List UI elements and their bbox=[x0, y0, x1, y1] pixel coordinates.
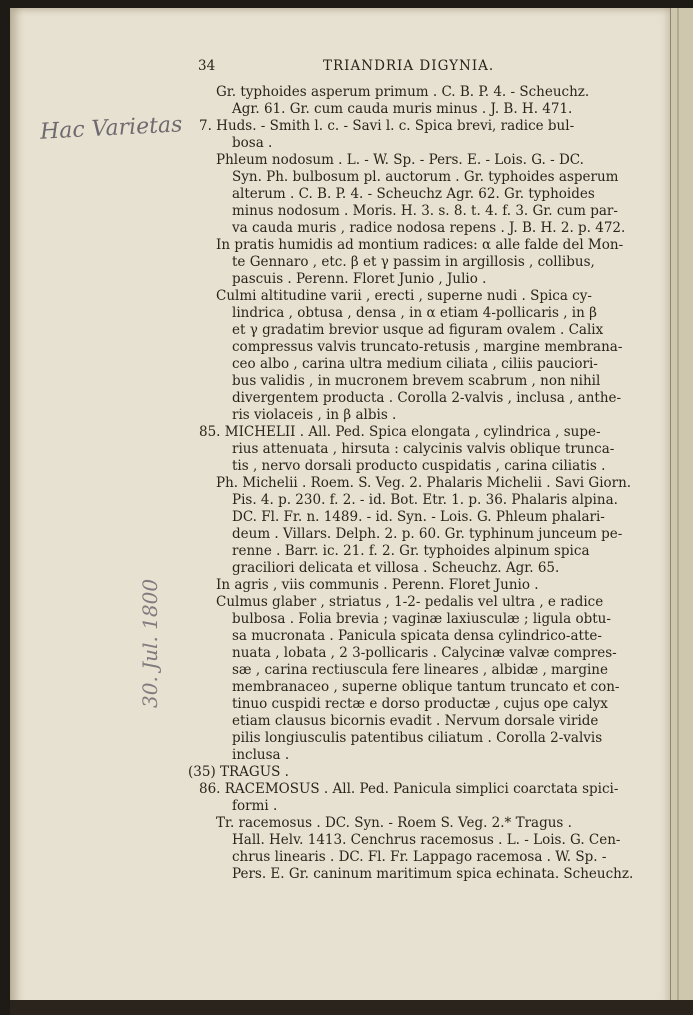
text-line: tis , nervo dorsali producto cuspidatis , carina ciliatis . bbox=[232, 458, 606, 474]
text-line: lindrica , obtusa , densa , in α etiam 4-pollicaris , in β bbox=[232, 305, 597, 321]
text-line: ceo albo , carina ultra medium ciliata , ciliis pauciori- bbox=[232, 356, 598, 372]
text-line: compressus valvis truncato-retusis , margine membrana- bbox=[232, 339, 623, 355]
running-title: TRIANDRIA DIGYNIA. bbox=[323, 58, 495, 74]
text-line: divergentem producta . Corolla 2-valvis , inclusa , anthe- bbox=[232, 390, 622, 406]
text-line: Tr. racemosus . DC. Syn. - Roem S. Veg. 2.* Tragus . bbox=[216, 815, 572, 831]
text-line: 85. MICHELII . All. Ped. Spica elongata , cylindrica , supe- bbox=[199, 424, 601, 440]
text-line: pilis longiusculis patentibus ciliatum . Corolla 2-valvis bbox=[232, 730, 603, 746]
text-line: In agris , viis communis . Perenn. Floret Junio . bbox=[216, 577, 539, 593]
text-line: deum . Villars. Delph. 2. p. 60. Gr. typhinum junceum pe- bbox=[232, 526, 623, 542]
text-line: 86. RACEMOSUS . All. Ped. Panicula simplici coarctata spici- bbox=[199, 781, 619, 797]
text-line: te Gennaro , etc. β et γ passim in argillosis , collibus, bbox=[232, 254, 595, 270]
handwritten-margin-note: Hac Varietas bbox=[39, 112, 183, 145]
page-number: 34 bbox=[198, 58, 216, 74]
text-line: Culmi altitudine varii , erecti , superne nudi . Spica cy- bbox=[216, 288, 592, 304]
section-heading: (35) TRAGUS . bbox=[188, 764, 289, 780]
text-line: Pers. E. Gr. caninum maritimum spica echinata. Scheuchz. bbox=[232, 866, 634, 882]
text-line: bosa . bbox=[232, 135, 273, 151]
text-line: sa mucronata . Panicula spicata densa cylindrico-atte- bbox=[232, 628, 602, 644]
text-line: Ph. Michelii . Roem. S. Veg. 2. Phalaris Michelii . Savi Giorn. bbox=[216, 475, 632, 491]
text-line: Agr. 61. Gr. cum cauda muris minus . J. B. H. 471. bbox=[232, 101, 573, 117]
text-line: DC. Fl. Fr. n. 1489. - id. Syn. - Lois. G. Phleum phalari- bbox=[232, 509, 605, 525]
text-line: etiam clausus bicornis evadit . Nervum dorsale viride bbox=[232, 713, 599, 729]
text-line: minus nodosum . Moris. H. 3. s. 8. t. 4. f. 3. Gr. cum par- bbox=[232, 203, 618, 219]
text-line: tinuo cuspidi rectæ e dorso productæ , cujus ope calyx bbox=[232, 696, 608, 712]
text-line: bus validis , in mucronem brevem scabrum , non nihil bbox=[232, 373, 601, 389]
text-line: rius attenuata , hirsuta : calycinis valvis oblique trunca- bbox=[232, 441, 615, 457]
text-line: graciliori delicata et villosa . Scheuchz. Agr. 65. bbox=[232, 560, 560, 576]
text-line: Culmus glaber , striatus , 1-2- pedalis vel ultra , e radice bbox=[216, 594, 604, 610]
text-line: ris violaceis , in β albis . bbox=[232, 407, 397, 423]
text-line: membranaceo , superne oblique tantum truncato et con- bbox=[232, 679, 620, 695]
page-edge bbox=[670, 8, 693, 1008]
text-line: Syn. Ph. bulbosum pl. auctorum . Gr. typhoides asperum bbox=[232, 169, 619, 185]
text-line: alterum . C. B. P. 4. - Scheuchz Agr. 62. Gr. typhoides bbox=[232, 186, 595, 202]
text-line: Gr. typhoides asperum primum . C. B. P. 4. - Scheuchz. bbox=[216, 84, 590, 100]
text-line: Phleum nodosum . L. - W. Sp. - Pers. E. - Lois. G. - DC. bbox=[216, 152, 584, 168]
handwritten-margin-date: 30. Jul. 1800 bbox=[138, 578, 162, 708]
text-line: sæ , carina rectiuscula fere lineares , albidæ , margine bbox=[232, 662, 608, 678]
text-line: In pratis humidis ad montium radices: α alle falde del Mon- bbox=[216, 237, 624, 253]
text-line: pascuis . Perenn. Floret Junio , Julio . bbox=[232, 271, 487, 287]
text-line: Pis. 4. p. 230. f. 2. - id. Bot. Etr. 1. p. 36. Phalaris alpina. bbox=[232, 492, 618, 508]
page-shadow bbox=[10, 1000, 693, 1015]
text-line: Hall. Helv. 1413. Cenchrus racemosus . L. - Lois. G. Cen- bbox=[232, 832, 621, 848]
text-line: et γ gradatim brevior usque ad figuram ovalem . Calix bbox=[232, 322, 604, 338]
text-line: formi . bbox=[232, 798, 278, 814]
text-line: bulbosa . Folia brevia ; vaginæ laxiusculæ ; ligula obtu- bbox=[232, 611, 611, 627]
text-line: va cauda muris , radice nodosa repens . J. B. H. 2. p. 472. bbox=[232, 220, 626, 236]
text-line: 7. Huds. - Smith l. c. - Savi l. c. Spica brevi, radice bul- bbox=[199, 118, 575, 134]
text-line: inclusa . bbox=[232, 747, 290, 763]
text-line: nuata , lobata , 2 3-pollicaris . Calycinæ valvæ compres- bbox=[232, 645, 617, 661]
text-line: chrus linearis . DC. Fl. Fr. Lappago racemosa . W. Sp. - bbox=[232, 849, 607, 865]
text-line: renne . Barr. ic. 21. f. 2. Gr. typhoides alpinum spica bbox=[232, 543, 590, 559]
